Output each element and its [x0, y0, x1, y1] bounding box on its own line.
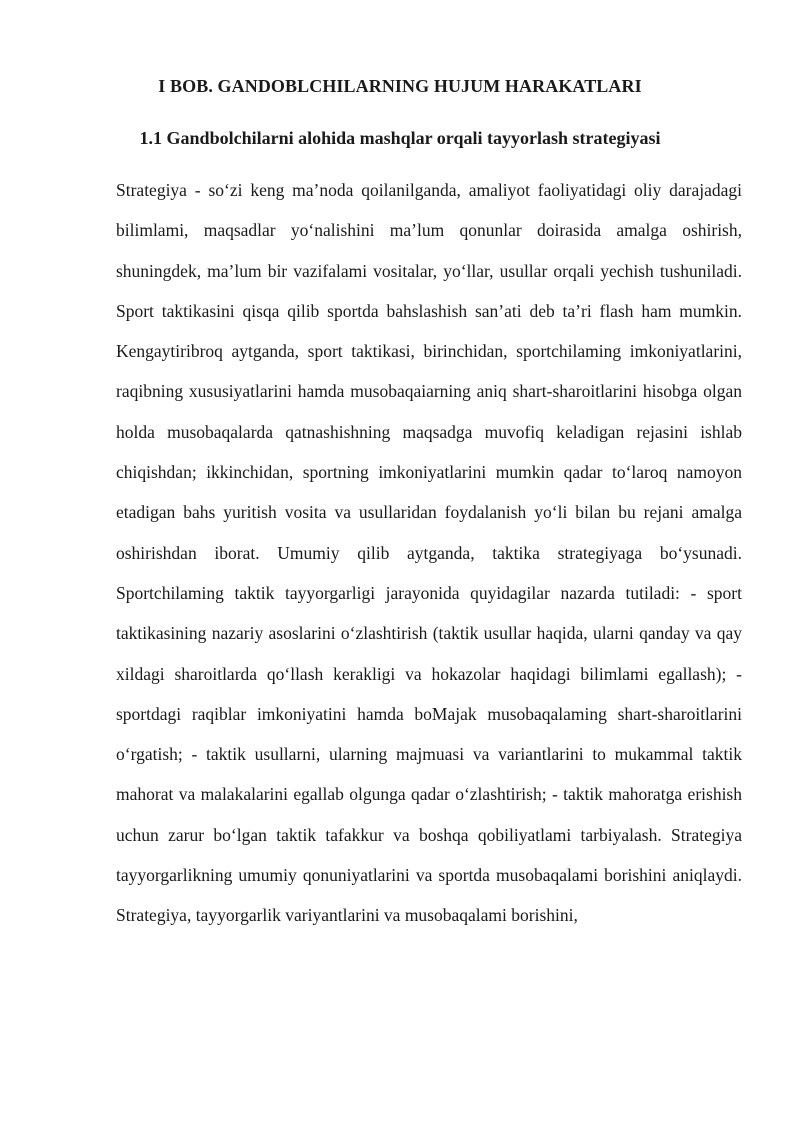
section-title: 1.1 Gandbolchilarni alohida mashqlar orqali tayyorlash strategiyasi: [139, 128, 661, 148]
chapter-title: I BOB. GANDOBLCHILARNING HUJUM HARAKATLARI: [158, 76, 642, 96]
body-paragraph: Strategiya - so‘zi keng ma’noda qoilanilganda, amaliyot faoliyatidagi oliy darajadagi bilimlami, maqsadlar yo‘nalishini ma’lum qonunlar doirasida amalga oshirish, shuningdek, ma’lum bir vazifalami vositalar, yo‘llar, usullar orqali yechish tushuniladi. Sport taktikasini qisqa qilib sportda bahslashish san’ati deb ta’ri flash ham mumkin. Kengaytiribroq aytganda, sport taktikasi, birinchidan, sportchilaming imkoniyatlarini, raqibning xususiyatlarini hamda musobaqaiarning aniq shart-sharoitlarini hisobga olgan holda musobaqalarda qatnashishning maqsadga muvofiq keladigan rejasini ishlab chiqishdan; ikkinchidan, sportning imkoniyatlarini mumkin qadar to‘laroq namoyon etadigan bahs yuritish vosita va usullaridan foydalanish yo‘li bilan bu rejani amalga oshirishdan iborat. Umumiy qilib aytganda, taktika strategiyaga bo‘ysunadi. Sportchilaming taktik tayyorgarligi jarayonida quyidagilar nazarda tutiladi: - sport taktikasining nazariy asoslarini o‘zlashtirish (taktik usullar haqida, ularni qanday va qay xildagi sharoitlarda qo‘llash kerakligi va hokazolar haqidagi bilimlami egallash); - sportdagi raqiblar imkoniyatini hamda boMajak musobaqalaming shart-sharoitlarini o‘rgatish; - taktik usullarni, ularning majmuasi va variantlarini to mukammal taktik mahorat va malakalarini egallab olgunga qadar o‘zlashtirish; - taktik mahoratga erishish uchun zarur bo‘lgan taktik tafakkur va boshqa qobiliyatlami tarbiyalash. Strategiya tayyorgarlikning umumiy qonuniyatlarini va sportda musobaqalami borishini aniqlaydi. Strategiya, tayyorgarlik variyantlarini va musobaqalami borishini,: [116, 180, 742, 926]
